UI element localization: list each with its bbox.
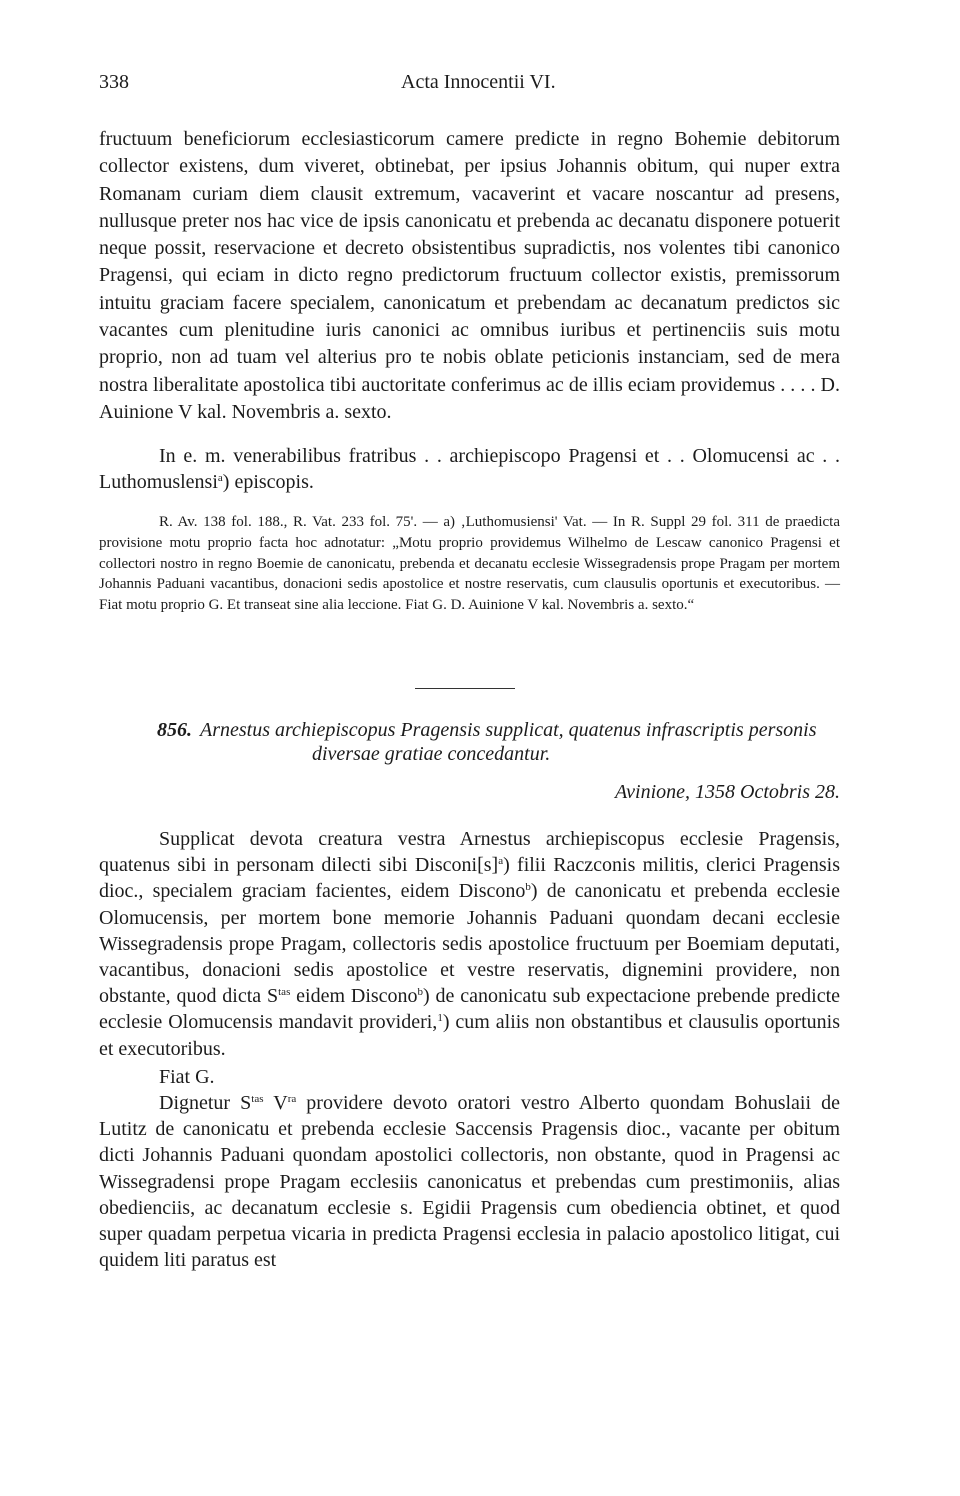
dedication-block (99, 443, 840, 495)
supplication-text-block (99, 826, 840, 1273)
text-run: ) de canonicatu sub expectacione prebende predicte ecclesie Olomucensis mandavit provideri, (99, 985, 841, 1034)
main-text-block (99, 126, 840, 426)
supplication-paragraph-1 (99, 826, 840, 1062)
abbreviation-superscript: tas (278, 986, 291, 999)
fiat-line: Fiat G. (159, 1065, 215, 1088)
text-run: Dignetur S (159, 1092, 252, 1115)
text-run: ) filii Raczconis militis, clerici Pragensis dioc., specialem graciam facientes, eidem Discono (99, 854, 840, 903)
document-heading (157, 718, 840, 766)
dedication-paragraph (99, 443, 840, 495)
footnote-marker: b (525, 881, 531, 894)
running-title: Acta Innocentii VI. (401, 71, 556, 93)
abbreviation-superscript: tas (251, 1093, 264, 1106)
footnote-marker: b (417, 986, 424, 999)
main-paragraph: fructuum beneficiorum ecclesiasticorum camere predicte in regno Bohemie debitorum collector existens, dum viveret, obtinebat, per ipsius Johannis obitum, qui nuper extra Romanam curiam diem clausit extremum, vacaverint et vacare noscantur ad presens, nullusque preter nos hac vice de ipsis canonicatu et prebenda ac decanatu disponere potuerit neque possit, reservacione et decreto obsistentibus supradictis, nos volentes tibi canonico Pragensi, qui eciam in dicto regno predictorum fructuum collector existis, premissorum intuitu graciam facere specialem, canonicatum et prebendam ac decanatum predictos sic vacantes cum plenitudine iuris canonici ac omnibus iuribus et pertinenciis suis motu proprio, non ad tuam vel alterius pro te nobis oblate peticionis instanciam, sed de mera nostra liberalitate apostolica tibi auctoritate conferimus ac de illis eciam providemus . . . . D. Auinione V kal. Novembris a. sexto. (99, 128, 840, 423)
footnote-marker: a (498, 855, 504, 868)
text-run: providere devoto oratori vestro Alberto quondam Bohuslaii de Lutitz de canonicatu et prebenda ecclesie Saccensis Pragensis dioc., vacante per obitum dicti Johannis Paduani quondam apostolici collectoris, non obstante, quod in Pragensi ac Wissegradensi prope Pragam ecclesiis canonicatus et prebendas cum prestimoniis, alias obedienciis, ac decanatum ecclesie s. Egidii Pragensis cum obediencia obtinet, et quod super quadam perpetua vicaria in predicta Pragensi ecclesia in palacio apostolico litigat, cui quidem liti paratus est (99, 1092, 840, 1272)
text-run: Supplicat devota creatura vestra Arnestus archiepiscopus ecclesie Pragensis, quatenus sibi in personam dilecti sibi Disconi[s] (99, 828, 840, 877)
document-dateline: Avinione, 1358 Octobris 28. (615, 781, 840, 803)
text-run: eidem Discono (290, 985, 418, 1008)
text-run: ) de canonicatu et prebenda ecclesie Olomucensis, per mortem bone memorie Johannis Paduani quondam decani ecclesie Wissegradensis prope Pragam, collectoris sedis apostolice fructuum per Boemiam deputati, vacantibus, donacioni sedis apostolice et vestre reservatis, dignemini providere, non obstante, quod dicta S (99, 880, 840, 1008)
document-number: 856. (157, 719, 192, 741)
dedication-tail: ) episcopis. (222, 471, 314, 493)
document-title-line-1: Arnestus archiepiscopus Pragensis supplicat, quatenus infrascriptis personis (200, 719, 817, 741)
abbreviation-superscript: ra (287, 1093, 297, 1106)
page-number: 338 (99, 71, 129, 93)
dedication-text: In e. m. venerabilibus fratribus . . archiepiscopo Pragensi et . . Olomucensi ac . . Luthomuslensi (99, 445, 840, 493)
footnotes-block (99, 512, 840, 616)
page-header (99, 71, 839, 101)
document-title-line-2: diversae gratiae concedantur. (312, 743, 551, 765)
section-divider (415, 688, 515, 689)
footnote-sources: R. Av. 138 fol. 188., R. Vat. 233 fol. 75'. — a) ‚Luthomusiensi' Vat. — In R. Suppl 29 fol. 311 de praedicta provisione motu proprio facta hoc adnotatur: „Motu proprio providemus Wilhelmo de Lescaw canonico Pragensi et collectori nostro in regno Boemie de canonicatu, prebenda et decanatu ecclesie Wissegradensis prope Pragam per mortem Johannis Paduani vacantibus, donacioni sedis apostolice et nostre reservatis, cum clausulis oportunis et executoribus. — Fiat motu proprio G. Et transeat sine alia leccione. Fiat G. D. Auinione V kal. Novembris a. sexto.“ (99, 514, 840, 614)
supplication-paragraph-2 (99, 1090, 840, 1273)
footnote-marker: 1 (437, 1012, 443, 1025)
text-run: V (263, 1092, 288, 1115)
footnote-marker: a (217, 472, 223, 484)
text-run: ) cum aliis non obstantibus et clausulis oportunis et executoribus. (99, 1011, 840, 1060)
